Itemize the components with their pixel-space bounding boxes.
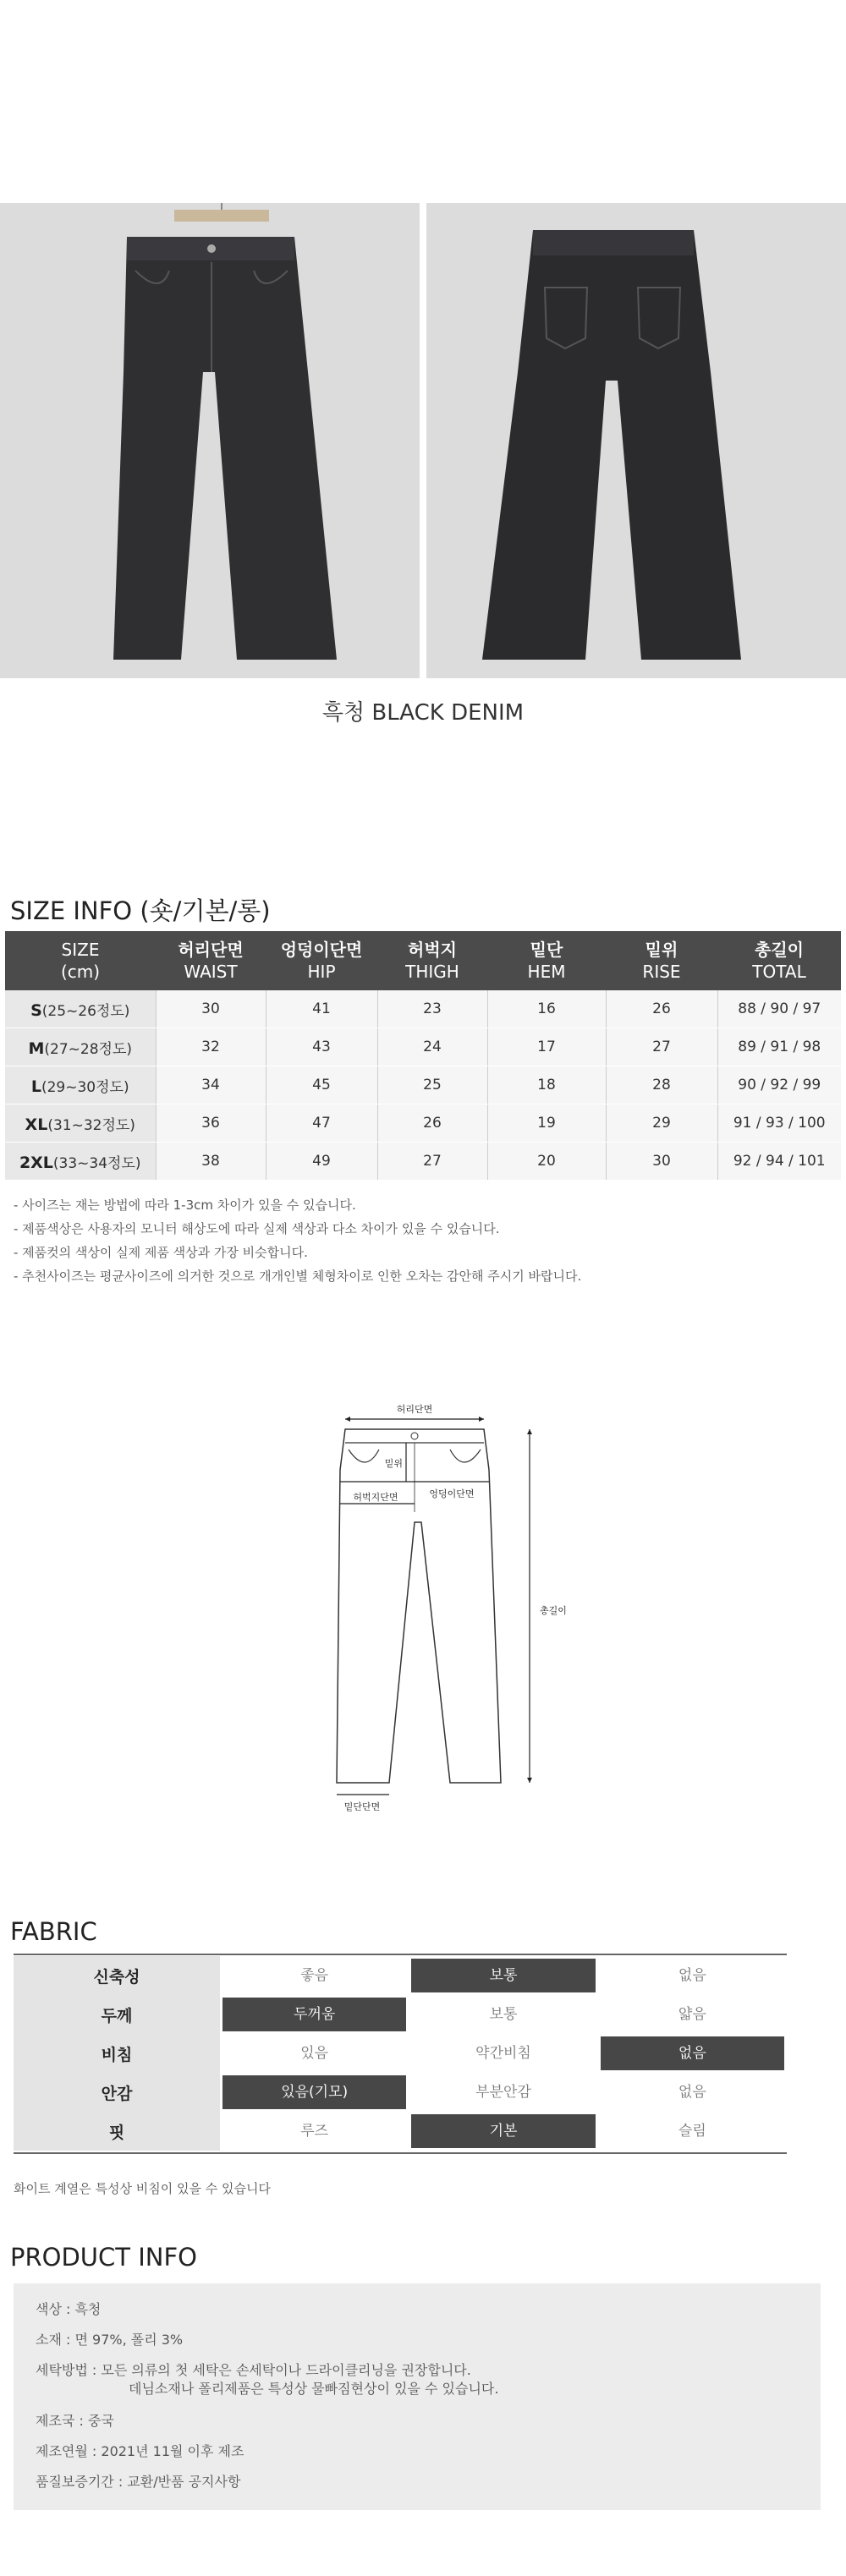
diagram-label-total: 총길이 [540, 1605, 567, 1616]
info-material: 소재 : 면 97%, 폴리 3% [36, 2332, 184, 2348]
size-note: - 사이즈는 재는 방법에 따라 1-3cm 차이가 있을 수 있습니다. [14, 1198, 356, 1213]
fabric-option: 얇음 [678, 2006, 706, 2023]
fabric-row [14, 2034, 787, 2073]
fabric-option-cell [220, 2112, 409, 2151]
size-notes [14, 1193, 581, 1288]
fabric-option-cell [598, 1956, 787, 1995]
fabric-option: 없음 [678, 2084, 706, 2101]
table-row: M(27~28정도) 32 43 24 17 27 89 / 91 / 98 [5, 1028, 841, 1066]
fabric-option-cell [409, 1995, 597, 2034]
fabric-option-cell [598, 2073, 787, 2112]
fabric-option-cell [220, 1995, 409, 2034]
fabric-option-selected: 두꺼움 [222, 1998, 406, 2031]
product-info-title: PRODUCT INFO [10, 2243, 197, 2272]
fabric-note: 화이트 계열은 특성상 비침이 있을 수 있습니다 [14, 2181, 271, 2196]
size-note: - 제품컷의 색상이 실제 제품 색상과 가장 비슷합니다. [14, 1245, 308, 1260]
fabric-label: 두께 [14, 1995, 220, 2034]
fabric-option: 좋음 [300, 1967, 329, 1984]
fabric-option-cell [598, 2034, 787, 2073]
info-wash: 세탁방법 : 모든 의류의 첫 세탁은 손세탁이나 드라이클리닝을 권장합니다. [36, 2362, 471, 2378]
size-table-header [5, 931, 841, 990]
size-table [5, 931, 841, 1181]
fabric-option: 루즈 [300, 2123, 329, 2140]
front-view-photo [0, 203, 420, 678]
size-note: - 추천사이즈는 평균사이즈에 의거한 것으로 개개인별 체형차이로 인한 오차는 감안해 주시기 바랍니다. [14, 1269, 582, 1284]
fabric-top-rule [14, 1954, 787, 1955]
fabric-option-cell [220, 2034, 409, 2073]
fabric-option: 없음 [678, 1967, 706, 1984]
fabric-row [14, 1995, 787, 2034]
fabric-option: 있음 [300, 2045, 329, 2062]
fabric-title: FABRIC [10, 1917, 97, 1946]
diagram-label-hem: 밑단단면 [343, 1801, 381, 1812]
fabric-option-cell [220, 1956, 409, 1995]
info-origin: 제조국 : 중국 [36, 2413, 114, 2429]
back-view-photo [426, 203, 846, 678]
info-wash-note: 데님소재나 폴리제품은 특성상 물빠짐현상이 있을 수 있습니다. [129, 2381, 499, 2397]
fabric-row [14, 2073, 787, 2112]
info-date: 제조연월 : 2021년 11월 이후 제조 [36, 2443, 244, 2459]
product-color-caption: 흑청 BLACK DENIM [321, 700, 525, 726]
fabric-option-cell [409, 1956, 597, 1995]
info-color: 색상 : 흑청 [36, 2301, 102, 2317]
header-thigh: 허벅지 THIGH [377, 931, 487, 990]
fabric-option-cell [598, 1995, 787, 2034]
fabric-label: 핏 [14, 2112, 220, 2151]
info-warranty: 품질보증기간 : 교환/반품 공지사항 [36, 2474, 241, 2490]
diagram-label-waist: 허리단면 [396, 1404, 433, 1415]
fabric-option-selected: 기본 [411, 2114, 595, 2148]
fabric-table [14, 1956, 787, 2151]
size-info-title: SIZE INFO (숏/기본/롱) [10, 896, 271, 925]
fabric-option-cell [409, 2112, 597, 2151]
fabric-option-cell [409, 2034, 597, 2073]
fabric-option-selected: 있음(기모) [222, 2075, 406, 2109]
table-row: XL(31~32정도) 36 47 26 19 29 91 / 93 / 100 [5, 1104, 841, 1143]
fabric-label: 비침 [14, 2034, 220, 2073]
fabric-option-cell [409, 2073, 597, 2112]
fabric-option: 슬림 [678, 2123, 706, 2140]
fabric-row [14, 2112, 787, 2151]
diagram-label-thigh: 허벅지단면 [353, 1492, 398, 1503]
product-info-box [14, 2283, 821, 2510]
header-total: 총길이 TOTAL [717, 931, 841, 990]
measurement-diagram [313, 1394, 567, 1812]
fabric-option-selected: 없음 [601, 2036, 784, 2070]
fabric-option-cell [598, 2112, 787, 2151]
fabric-option: 보통 [489, 2006, 518, 2023]
header-hip: 엉덩이단면 HIP [266, 931, 377, 990]
table-row: S(25~26정도) 30 41 23 16 26 88 / 90 / 97 [5, 990, 841, 1028]
diagram-label-hip: 엉덩이단면 [429, 1488, 475, 1499]
fabric-option: 약간비침 [475, 2045, 531, 2062]
fabric-option: 부분안감 [475, 2084, 531, 2101]
fabric-label: 안감 [14, 2073, 220, 2112]
table-row: L(29~30정도) 34 45 25 18 28 90 / 92 / 99 [5, 1066, 841, 1104]
header-size: SIZE (cm) [5, 931, 156, 990]
header-hem: 밑단 HEM [487, 931, 606, 990]
header-waist: 허리단면 WAIST [156, 931, 266, 990]
fabric-option-cell [220, 2073, 409, 2112]
fabric-row [14, 1956, 787, 1995]
diagram-label-rise: 밑위 [384, 1458, 403, 1469]
header-rise: 밑위 RISE [606, 931, 717, 990]
fabric-label: 신축성 [14, 1956, 220, 1995]
table-row: 2XL(33~34정도) 38 49 27 20 30 92 / 94 / 101 [5, 1143, 841, 1181]
size-note: - 제품색상은 사용자의 모니터 해상도에 따라 실제 색상과 다소 차이가 있을 수 있습니다. [14, 1221, 500, 1236]
fabric-bottom-rule [14, 2152, 787, 2154]
fabric-option-selected: 보통 [411, 1959, 595, 1992]
